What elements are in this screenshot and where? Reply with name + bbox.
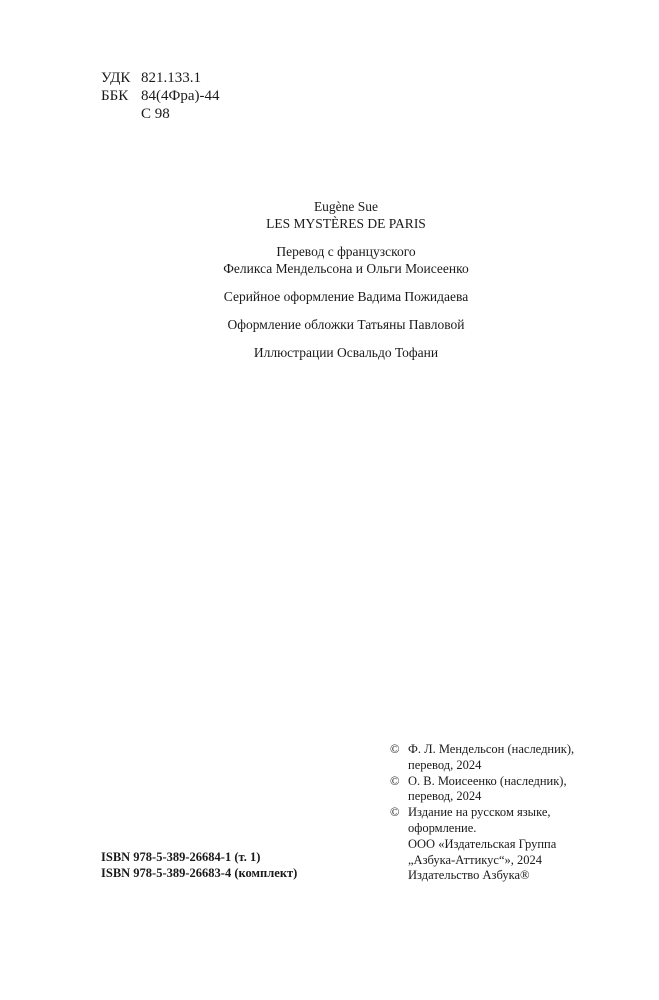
copyright-entry	[390, 742, 620, 774]
udk-label: УДК	[101, 70, 131, 86]
copyright-line: ООО «Издательская Группа	[408, 836, 557, 851]
copyright-entry	[390, 774, 620, 806]
copyright-line: О. В. Моисеенко (наследник),	[408, 773, 567, 788]
author-mark-value: С 98	[141, 106, 170, 122]
classification-block	[101, 69, 220, 123]
illustrations-credit: Иллюстрации Освальдо Тофани	[253, 345, 439, 360]
bbk-label: ББК	[101, 88, 129, 104]
copyright-line: Ф. Л. Мендельсон (наследник),	[408, 742, 575, 756]
bbk-value: 84(4Фра)-44	[141, 88, 220, 104]
copyright-line: „Азбука-Аттикус“», 2024	[408, 852, 543, 867]
copyright-symbol: ©	[390, 805, 400, 820]
author-mark-row	[101, 105, 220, 123]
original-author: Eugène Sue	[313, 199, 379, 214]
copyright-line: перевод, 2024	[408, 789, 482, 804]
copyright-entry	[390, 805, 620, 884]
udk-row	[101, 69, 220, 87]
copyright-line: Издательство Азбука®	[408, 868, 530, 883]
translation-credit-line-1: Перевод с французского	[276, 244, 416, 259]
bbk-row	[101, 87, 220, 105]
isbn-volume: ISBN 978-5-389-26684-1 (т. 1)	[101, 850, 261, 864]
copyright-symbol: ©	[390, 773, 400, 788]
copyright-line: оформление.	[408, 820, 477, 835]
copyright-block	[390, 742, 620, 884]
udk-value: 821.133.1	[141, 70, 201, 86]
copyright-line: перевод, 2024	[408, 757, 482, 772]
original-title: LES MYSTÈRES DE PARIS	[266, 216, 426, 231]
translation-credit-line-2: Феликса Мендельсона и Ольги Моисеенко	[223, 261, 469, 276]
isbn-set: ISBN 978-5-389-26683-4 (комплект)	[101, 865, 298, 880]
copyright-symbol: ©	[390, 742, 400, 756]
isbn-block	[101, 850, 297, 881]
credits-block	[150, 198, 542, 361]
cover-design-credit: Оформление обложки Татьяны Павловой	[227, 317, 465, 332]
series-design-credit: Серийное оформление Вадима Пожидаева	[223, 289, 469, 304]
copyright-line: Издание на русском языке,	[408, 805, 551, 820]
